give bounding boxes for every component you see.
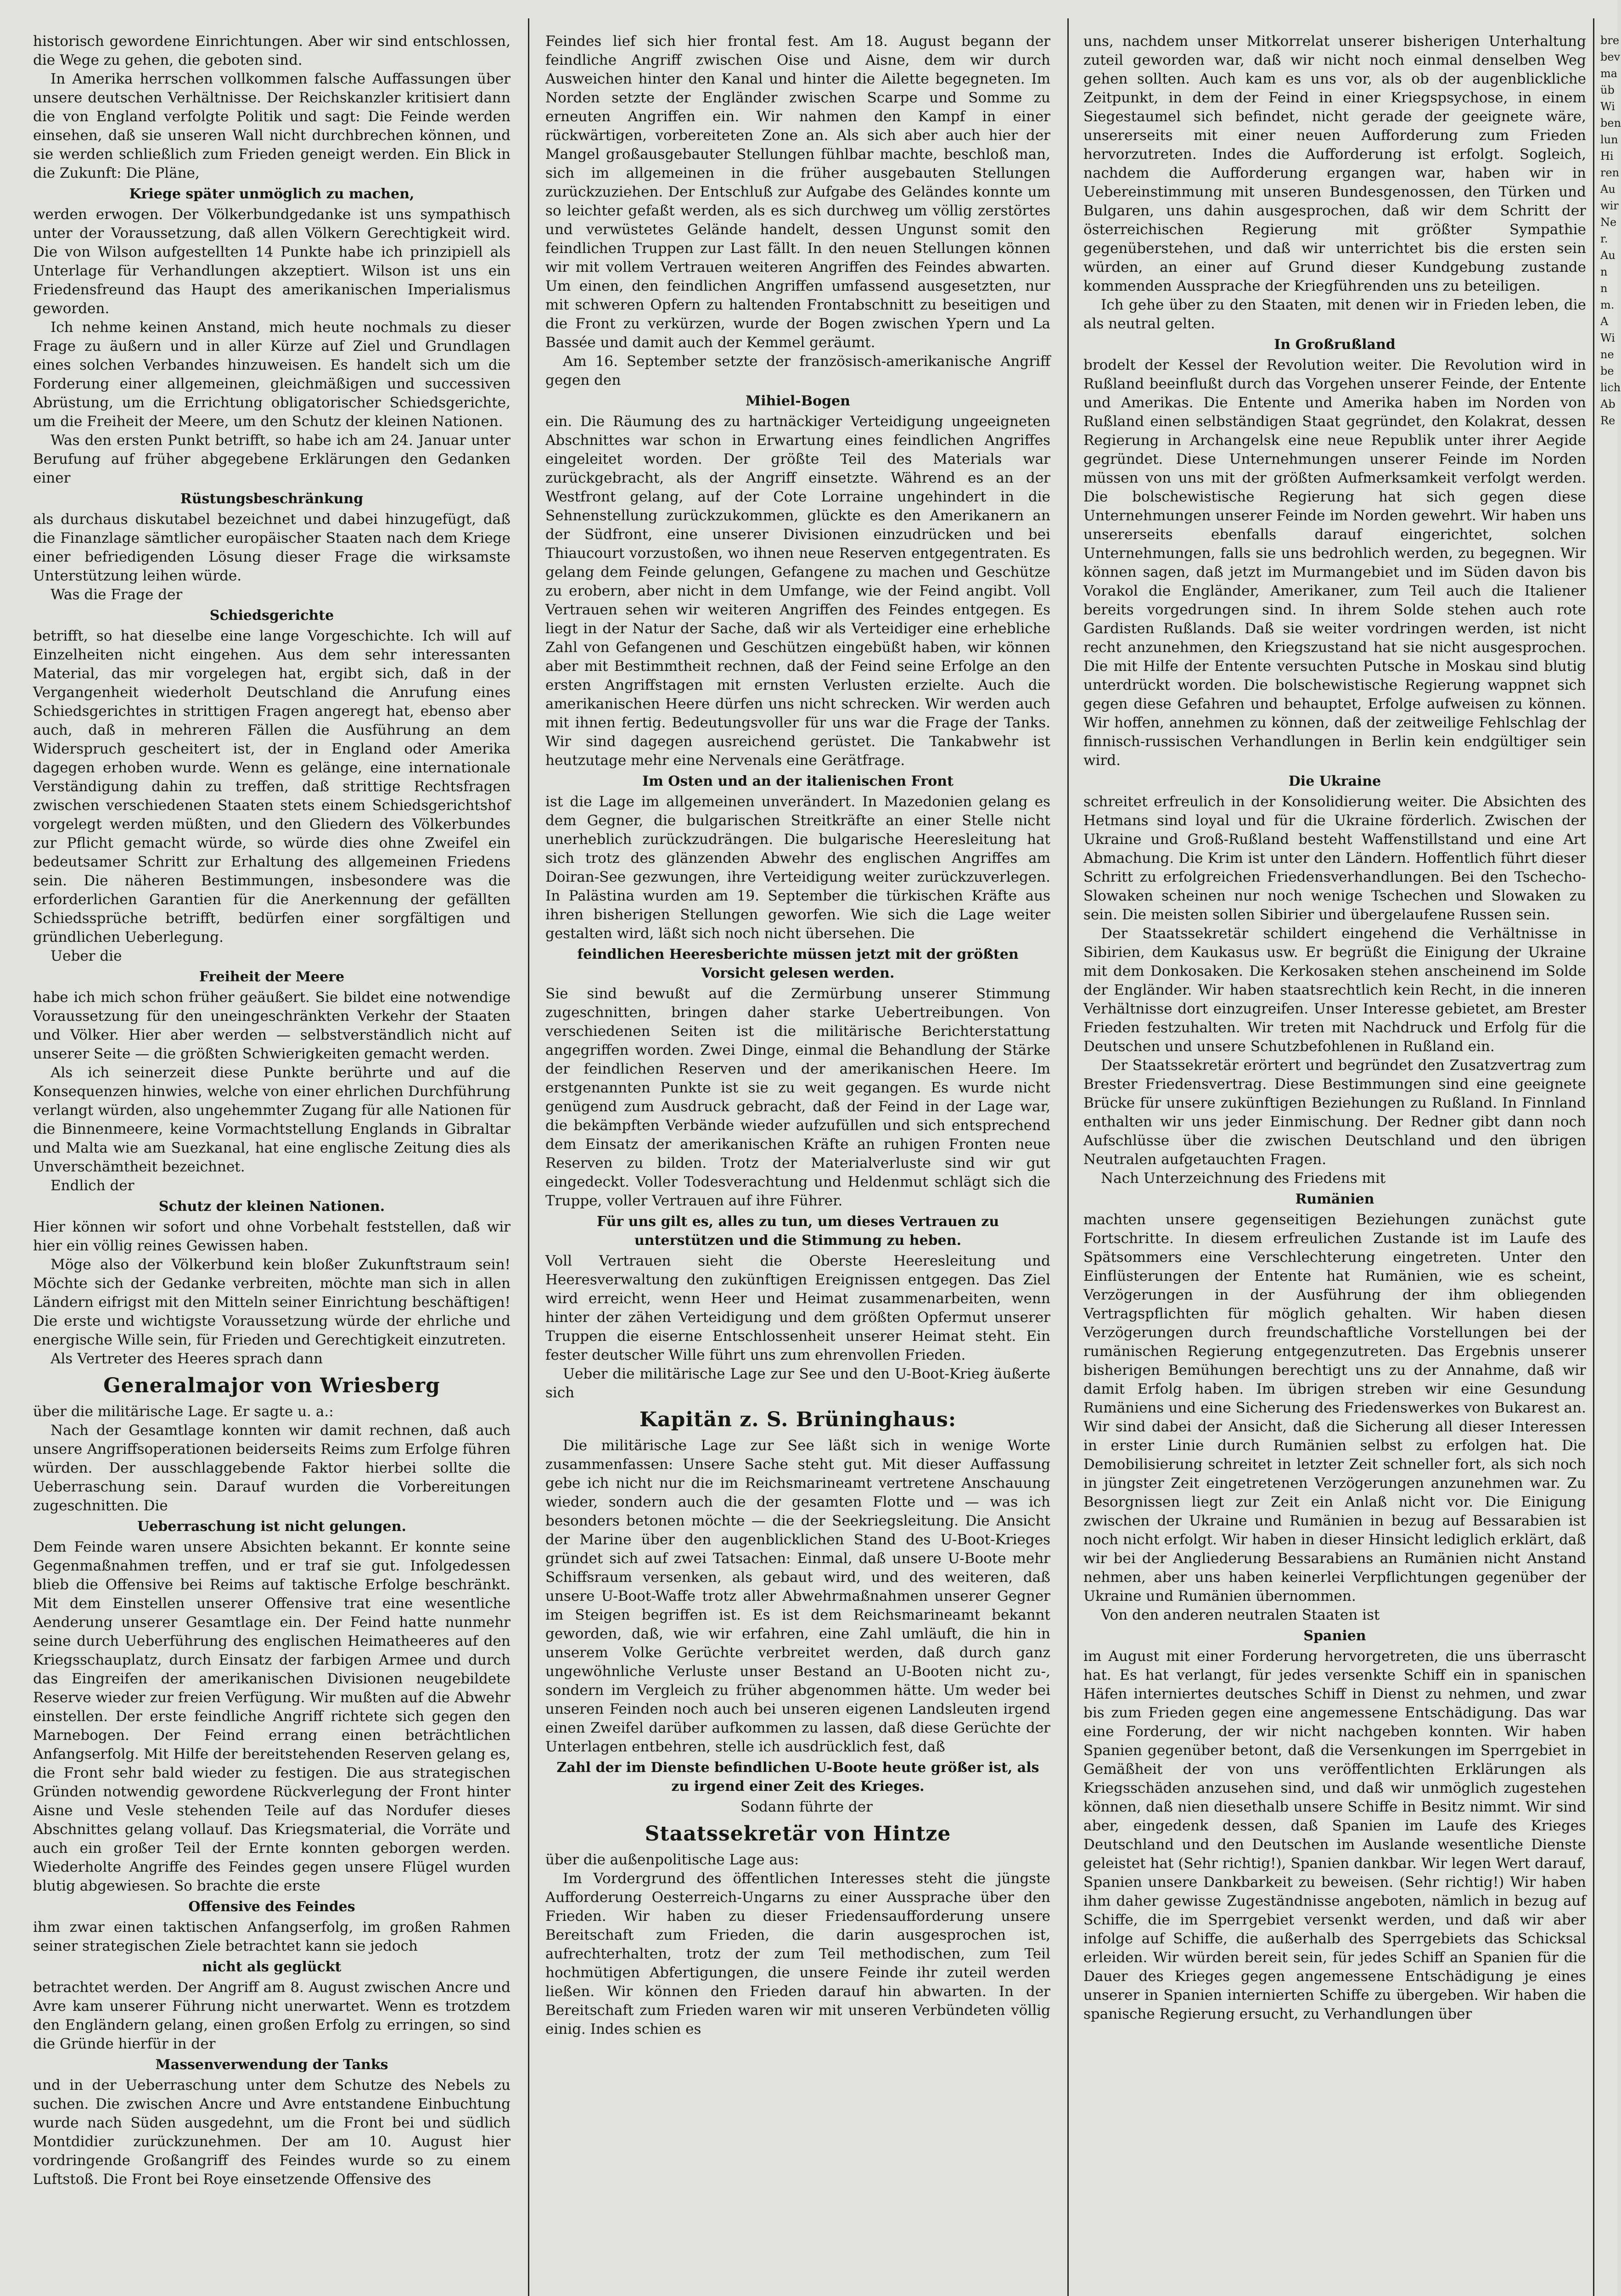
paragraph: Im Vordergrund des öffentlichen Interesses steht die jüngste Aufforderung Oesterreich-Ungarns zu einer Aussprache über den Frieden. Wir haben zu dieser Friedensaufforderung unsere Bereitschaft zum Frieden, die darin ausgesprochen ist, aufrechterhalten, trotz der zum Teil methodischen, zum Teil hochmütigen Abfertigungen, die unsere Feinde ihr zuteil werden ließen. Wir können den Frieden darauf hin abwarten. In der Bereitschaft zum Frieden waren wir mit unseren Verbündeten völlig einig. Indes schien es: [545, 1870, 1050, 2037]
subheading: Offensive des Feindes: [188, 1899, 355, 1915]
paragraph: Sie sind bewußt auf die Zermürbung unserer Stimmung zugeschnitten, bringen daher starke Uebertreibungen. Von verschiedenen Seiten ist die militärische Berichterstattung angegriffen worden. Zwei Dinge, einmal die Behandlung der Stärke der feindlichen Reserven und der amerikanischen Heere. Im erstgenannten Punkte ist sie zu weit gegangen. Es wurde nicht genügend zum Ausdruck gebracht, daß der Feind in der Lage war, die bekämpften Verbände wieder aufzufüllen und sich entsprechend dem Einsatz der amerikanischen Kräfte an ruhigen Fronten neue Reserven zu bilden. Trotz der Materialverluste sind wir gut eingedeckt. Voller Todesverachtung und Heldenmut schlägt sich die Truppe, voller Vertrauen auf ihre Führer.: [545, 985, 1050, 1209]
subheading: In Großrußland: [1274, 337, 1396, 353]
subheading: Schutz der kleinen Nationen.: [158, 1199, 385, 1215]
paragraph: Hier können wir sofort und ohne Vorbehalt feststellen, daß wir hier ein völlig reines Gewissen haben.: [33, 1219, 510, 1254]
subheading: Zahl der im Dienste befindlichen U-Boote heute größer ist, als zu irgend einer Zeit des Krieges.: [556, 1760, 1039, 1795]
paragraph: werden erwogen. Der Völkerbundgedanke ist uns sympathisch unter der Voraussetzung, daß allen Völkern Gerechtigkeit wird. Die von Wilson aufgestellten 14 Punkte habe ich prinzipiell als Unterlage für Verhandlungen akzeptiert. Wilson ist uns ein Friedensfreund das Haupt des amerikanischen Imperialismus geworden.: [33, 206, 510, 317]
speaker-heading: Generalmajor von Wriesberg: [103, 1374, 440, 1397]
paragraph: uns, nachdem unser Mitkorrelat unserer bisherigen Unterhaltung zuteil geworden war, daß wir nicht noch einmal denselben Weg gehen sollten. Auch kam es uns vor, als ob der augenblickliche Zeitpunkt, in dem der Feind in einer Kriegspsychose, in einem Siegestaumel sich befindet, nicht gerade der geeignete wäre, unsererseits mit einer neuen Aufforderung zum Frieden hervorzutreten. Indes die Aufforderung ist erfolgt. Sogleich, nachdem die Aufforderung ergangen war, haben wir in Uebereinstimmung mit unseren Bundesgenossen, den Türken und Bulgaren, uns dahin ausgesprochen, daß wir dem Schritt der österreichischen Regierung mit größter Sympathie gegenüberstehen, und daß wir unterrichtet bis die ersten sein würden, an einer auf Grund dieser Kundgebung zustande kommenden Aussprache der Kriegführenden uns zu beteiligen.: [1083, 33, 1586, 294]
text-column-3: [1083, 32, 1586, 2296]
subheading: Mihiel-Bogen: [746, 393, 850, 409]
paragraph: brodelt der Kessel der Revolution weiter. Die Revolution wird in Rußland beeinflußt durch das Vorgehen unserer Feinde, der Entente und Amerikas. Die Entente und Amerika haben im Norden von Rußland einen selbständigen Staat gegründet, den Kolakrat, dessen Regierung in Archangelsk eine neue Republik unter ihrer Aegide gegründet. Diese Unternehmungen unserer Feinde im Norden müssen von uns mit der größten Aufmerksamkeit verfolgt werden. Die bolschewistische Regierung hat sich gegen diese Unternehmungen unserer Feinde im Norden gewehrt. Wir haben uns unsererseits ebenfalls darauf eingerichtet, solchen Unternehmungen, falls sie uns bedrohlich werden, zu begegnen. Wir können sagen, daß jetzt im Murmangebiet und im Süden davon bis Vorakol die Engländer, Amerikaner, zum Teil auch die Italiener bereits vorgedrungen sind. In ihrem Solde stehen auch rote Gardisten Rußlands. Daß sie weiter vordringen werden, ist nicht recht anzunehmen, den Kriegszustand hat sie nicht ausgesprochen. Die mit Hilfe der Entente versuchten Putsche in Moskau sind blutig unterdrückt worden. Die bolschewistische Regierung wappnet sich gegen diese Gefahren und behauptet, Erfolge aufweisen zu können. Wir hoffen, annehmen zu können, daß der zeitweilige Fehlschlag der finnisch-russischen Verhandlungen in Berlin kein endgültiger sein wird.: [1083, 357, 1586, 769]
paragraph: Von den anderen neutralen Staaten ist: [1101, 1607, 1380, 1623]
subheading: Ueberraschung ist nicht gelungen.: [137, 1519, 406, 1535]
text-column-4-cut-off: [1600, 32, 1621, 2296]
paragraph: Nach der Gesamtlage konnten wir damit rechnen, daß auch unsere Angriffsoperationen beiderseits Reims zum Erfolge führen würden. Der ausschlaggebende Faktor hierbei sollte die Ueberraschung sein. Darauf wurden die Vorbereitungen zugeschnitten. Die: [33, 1422, 510, 1514]
paragraph: Ueber die militärische Lage zur See und den U-Boot-Krieg äußerte sich: [545, 1366, 1050, 1401]
paragraph: Voll Vertrauen sieht die Oberste Heeresleitung und Heeresverwaltung den zukünftigen Ereignissen entgegen. Das Ziel wird erreicht, wenn Heer und Heimat zusammenarbeiten, wenn hinter der zähen Verteidigung und dem größten Opfermut unserer Truppen die eiserne Entschlossenheit unserer Heimat steht. Ein fester deutscher Wille führt uns zum ehrenvollen Frieden.: [545, 1253, 1050, 1363]
paragraph: im August mit einer Forderung hervorgetreten, die uns überrascht hat. Es hat verlangt, für jedes versenkte Schiff ein in spanischen Häfen interniertes deutsches Schiff in Dienst zu nehmen, und zwar bis zum Frieden gegen eine angemessene Entschädigung. Das war eine Forderung, der wir nicht nachgeben konnten. Wir haben Spanien gegenüber betont, daß die Versenkungen im Sperrgebiet in Gemäßheit der von uns veröffentlichten Erklärungen als Kriegsschäden anzusehen sind, und daß wir unmöglich zugestehen können, daß nien diesethalb unsere Schiffe in Besitz nimmt. Wir sind aber, eingedenk dessen, daß Spanien im Laufe des Krieges Deutschland und den Deutschen im Auslande wesentliche Dienste geleistet hat (Sehr richtig!), Spanien dankbar. Wir legen Wert darauf, Spanien unsere Dankbarkeit zu beweisen. (Sehr richtig!) Wir haben ihm daher gewisse Zugeständnisse angeboten, nämlich in bezug auf Schiffe, die im Sperrgebiet versenkt werden, und daß wir aber infolge auf Schiffe, die außerhalb des Sperrgebiets das Schicksal erleiden. Wir würden bereit sein, für jedes Schiff an Spanien für die Dauer des Krieges gegen angemessene Entschädigung je eines unserer in Spanien internierten Schiffe zu übergeben. Wir haben die spanische Regierung ersucht, zu Verhandlungen über: [1083, 1648, 1586, 2022]
paragraph: Ich nehme keinen Anstand, mich heute nochmals zu dieser Frage zu äußern und in aller Kürze auf Ziel und Grundlagen eines solchen Verbandes hinzuweisen. Es handelt sich um die Forderung einer allgemeinen, gleichmäßigen und successiven Abrüstung, um die Errichtung obligatorischer Schiedsgerichte, um die Freiheit der Meere, um den Schutz der kleinen Nationen.: [33, 319, 510, 430]
paragraph: historisch gewordene Einrichtungen. Aber wir sind entschlossen, die Wege zu gehen, die geboten sind.: [33, 33, 510, 68]
paragraph: Dem Feinde waren unsere Absichten bekannt. Er konnte seine Gegenmaßnahmen treffen, und er traf sie gut. Infolgedessen blieb die Offensive bei Reims auf taktische Erfolge beschränkt. Mit dem Einstellen unserer Offensive trat eine wesentliche Aenderung unserer Gesamtlage ein. Der Feind hatte nunmehr seine durch Ueberführung des englischen Heimatheeres auf den Kriegsschauplatz, durch Einsatz der farbigen Armee und durch das Eingreifen der amerikanischen Divisionen neugebildete Reserve wieder zur freien Verfügung. Wir mußten auf die Abwehr einstellen. Der erste feindliche Angriff richtete sich gegen den Marnebogen. Der Feind errang einen beträchtlichen Anfangserfolg. Mit Hilfe der bereitstehenden Reserven gelang es, die Front sehr bald wieder zu festigen. Die aus strategischen Gründen notwendig gewordene Rückverlegung der Front hinter Aisne und Vesle stehenden Teile auf das Nordufer dieses Abschnittes gelang vollauf. Das Kriegsmaterial, die Vorräte und auch ein großer Teil der Ernte konnten geborgen werden. Wiederholte Angriffe des Feindes gegen unsere Flügel wurden blutig abgewiesen. So brachte die erste: [33, 1539, 510, 1894]
subheading: feindlichen Heeresberichte müssen jetzt mit der größten Vorsicht gelesen werden.: [577, 946, 1019, 981]
paragraph: Was die Frage der: [50, 586, 183, 603]
subheading: Schiedsgerichte: [209, 608, 334, 624]
subheading: Rüstungsbeschränkung: [180, 491, 364, 507]
column-rule: [1067, 18, 1069, 2296]
paragraph: Ueber die: [50, 948, 122, 964]
paragraph: Endlich der: [50, 1177, 135, 1194]
column-rule: [1593, 18, 1594, 2296]
paragraph: über die militärische Lage. Er sagte u. a.:: [33, 1403, 334, 1420]
column-rule: [528, 18, 529, 2296]
paragraph: als durchaus diskutabel bezeichnet und dabei hinzugefügt, daß die Finanzlage sämtlicher europäischer Staaten nach dem Kriege einer befriedigenden Lösung dieser Frage die wirksamste Unterstützung leihen würde.: [33, 511, 510, 584]
paragraph: Was den ersten Punkt betrifft, so habe ich am 24. Januar unter Berufung auf früher abgegebene Erklärungen den Gedanken einer: [33, 432, 510, 486]
paragraph: betrachtet werden. Der Angriff am 8. August zwischen Ancre und Avre kam unserer Führung nicht unerwartet. Wenn es trotzdem den Engländern gelang, einen großen Erfolg zu erringen, so sind die Gründe hierfür in der: [33, 1979, 510, 2052]
speaker-heading: Kapitän z. S. Brüninghaus:: [639, 1408, 957, 1431]
subheading: Kriege später unmöglich zu machen,: [129, 186, 415, 202]
text-column-1: [33, 32, 510, 2296]
subheading: Für uns gilt es, alles zu tun, um dieses Vertrauen zu unterstützen und die Stimmung zu heben.: [596, 1214, 999, 1249]
subheading: Freiheit der Meere: [199, 969, 345, 985]
paragraph: In Amerika herrschen vollkommen falsche Auffassungen über unsere deutschen Verhältnisse. Der Reichskanzler kritisiert dann die von England verfolgte Politik und sagt: Die Feinde werden einsehen, daß sie unseren Wall nicht durchbrechen können, und sie werden schließlich zum Frieden geneigt werden. Ein Blick in die Zukunft: Die Pläne,: [33, 71, 510, 181]
paragraph: Sodann führte der: [740, 1799, 873, 1815]
subheading: Rumänien: [1295, 1191, 1374, 1207]
subheading: Spanien: [1303, 1628, 1366, 1644]
subheading: Im Osten und an der italienischen Front: [642, 773, 954, 789]
paragraph: habe ich mich schon früher geäußert. Sie bildet eine notwendige Voraussetzung für den uneingeschränkten Verkehr der Staaten und Völker. Hier aber werden — selbstverständlich nicht auf unserer Seite — die größten Schwierigkeiten gemacht werden.: [33, 989, 510, 1062]
subheading: nicht als geglückt: [202, 1959, 342, 1975]
paragraph: ein. Die Räumung des zu hartnäckiger Verteidigung ungeeigneten Abschnittes war schon in Erwartung eines feindlichen Angriffes eingeleitet worden. Der größte Teil des Materials war zurückgebracht, als der Angriff einsetzte. Während es an der Westfront gelang, auf der Cote Lorraine ungehindert in die Sehnenstellung zurückzukommen, glückte es den Amerikanern an der Südfront, eine unserer Divisionen einzudrücken und bei Thiaucourt vorzustoßen, wo ihnen neue Reserven entgegentraten. Es gelang dem Feinde gelungen, Gefangene zu machen und Geschütze zu erobern, aber nicht in dem Umfange, wie der Feind angibt. Voll Vertrauen sehen wir weiteren Angriffen des Feindes entgegen. Es liegt in der Natur der Sache, daß wir als Verteidiger eine erhebliche Zahl von Gefangenen und Geschützen eingebüßt haben, wir können aber mit Bestimmtheit rechnen, daß der Feind seine Erfolge an den ersten Angriffstagen mit ernsten Verlusten erzielte. Auch die amerikanischen Heere dürfen uns nicht schrecken. Wir werden auch mit ihnen fertig. Bedeutungsvoller für uns war die Frage der Tanks. Wir sind dagegen ausreichend gerüstet. Die Tankabwehr ist heutzutage mehr eine Nervenals eine Gerätfrage.: [545, 413, 1050, 769]
paragraph: betrifft, so hat dieselbe eine lange Vorgeschichte. Ich will auf Einzelheiten nicht eingehen. Aus dem sehr interessanten Material, das mir vorgelegen hat, ergibt sich, daß in der Vergangenheit wiederholt Deutschland die Anrufung eines Schiedsgerichtes in strittigen Fragen angeregt hat, ebenso aber auch, daß in mehreren Fällen die Ausführung an dem Widerspruch gescheitert ist, der in England oder Amerika dagegen erhoben wurde. Wenn es gelänge, eine internationale Verständigung dahin zu treffen, daß strittige Rechtsfragen zwischen verschiedenen Staaten stets einem Schiedsgerichtshof vorgelegt werden müßten, und den Gliedern des Völkerbundes zur Pflicht gemacht würde, so würde dies ohne Zweifel ein bedeutsamer Schritt zur Erhaltung des allgemeinen Friedens sein. Die näheren Bestimmungen, insbesondere was die erforderlichen Garantien für die Anerkennung der gefällten Schiedssprüche betrifft, bedürfen einer sorgfältigen und gründlichen Ueberlegung.: [33, 628, 510, 945]
paragraph: ist die Lage im allgemeinen unverändert. In Mazedonien gelang es dem Gegner, die bulgarischen Streitkräfte an einer Stelle nicht unerheblich zurückzudrängen. Die bulgarische Heeresleitung hat sich trotz des glänzenden Abwehr des englischen Angriffes am Doiran-See gezwungen, ihre Verteidigung weiter zurückzuverlegen. In Palästina wurden am 19. September die türkischen Kräfte aus ihren bisherigen Stellungen geworfen. Wie sich die Lage weiter gestalten wird, läßt sich noch nicht übersehen. Die: [545, 793, 1050, 942]
paragraph: Nach Unterzeichnung des Friedens mit: [1101, 1170, 1386, 1187]
paragraph: Als ich seinerzeit diese Punkte berührte und auf die Konsequenzen hinwies, welche von einer ehrlichen Durchführung verlangt würden, also ungehemmter Zugang für alle Nationen für die Binnenmeere, keine Vormachtstellung Englands in Gibraltar und Malta wie am Suezkanal, hat eine englische Zeitung dies als Unverschämtheit bezeichnet.: [33, 1064, 510, 1175]
speaker-heading: Staatssekretär von Hintze: [645, 1822, 951, 1846]
paragraph: Feindes lief sich hier frontal fest. Am 18. August begann der feindliche Angriff zwischen Oise und Aisne, dem wir durch Ausweichen hinter den Kanal und hinter die Ailette begegneten. Im Norden setzte der Engländer zwischen Scarpe und Somme zu erneuten Angriffen ein. Wir nahmen den Kampf in einer rückwärtigen, vorbereiteten Zone an. Als sich aber auch hier der Mangel großausgebauter Stellungen fühlbar machte, beschloß man, sich im allgemeinen in die früher ausgebauten Stellungen zurückzuziehen. Der Entschluß zur Aufgabe des Geländes konnte um so leichter gefaßt werden, als es sich durchweg um völlig zerstörtes und verwüstetes Gelände handelt, dessen Ungunst somit den feindlichen Truppen zur Last fällt. In den neuen Stellungen können wir mit vollem Vertrauen weiteren Angriffen des Feindes abwarten. Um einen, den feindlichen Angriffen umfassend ausgesetzten, nur mit schweren Opfern zu haltenden Frontabschnitt zu beseitigen und die Front zu verkürzen, wurde der Bogen zwischen Ypern und La Bassée und damit auch der Kemmel geräumt.: [545, 33, 1050, 351]
paragraph: Als Vertreter des Heeres sprach dann: [50, 1351, 323, 1367]
paragraph: bre bev ma üb Wi ben lun Hi ren Au wir Ne r. Au n n m. A Wi ne be lich Ab Re: [1600, 34, 1621, 427]
paragraph: über die außenpolitische Lage aus:: [545, 1851, 799, 1868]
paragraph: machten unsere gegenseitigen Beziehungen zunächst gute Fortschritte. In diesem erfreulichen Zustande ist im Laufe des Spätsommers eine Verschlechterung eingetreten. Unter den Einflüsterungen der Entente hat Rumänien, wie es scheint, Verzögerungen in der Ausführung der ihm obliegenden Vertragspflichten für möglich gehalten. Wir haben diesen Verzögerungen durch freundschaftliche Vorstellungen bei der rumänischen Regierung entgegenzutreten. Das Ergebnis unserer bisherigen Bemühungen berechtigt uns zu der Annahme, daß wir damit Erfolg haben. Im übrigen streben wir eine Gesundung Rumäniens und eine Sicherung des Friedenswerkes von Bukarest an. Wir sind dabei der Ansicht, daß die Sicherung all dieser Interessen in erster Linie durch Rumänien selbst zu erfolgen hat. Die Demobilisierung schreitet in letzter Zeit schneller fort, als sich noch in jüngster Zeit eingetretenen Verzögerungen anzunehmen war. Zu Besorgnissen liegt zur Zeit ein Anlaß nicht vor. Die Einigung zwischen der Ukraine und Rumänien in bezug auf Bessarabien ist noch nicht erfolgt. Wir haben in dieser Hinsicht lediglich erklärt, daß wir bei der Angliederung Bessarabiens an Rumänien nicht Anstand nehmen, aber uns haben keinerlei Verpflichtungen gegenüber der Ukraine und Rumänien übernommen.: [1083, 1211, 1586, 1604]
paragraph: ihm zwar einen taktischen Anfangserfolg, im großen Rahmen seiner strategischen Ziele betrachtet kann sie jedoch: [33, 1919, 510, 1954]
subheading: Massenverwendung der Tanks: [155, 2057, 388, 2073]
paragraph: und in der Ueberraschung unter dem Schutze des Nebels zu suchen. Die zwischen Ancre und Avre entstandene Einbuchtung wurde nach Süden ausgedehnt, um die Front bei und südlich Montdidier zurückzunehmen. Der am 10. August hier vordringende Großangriff des Feindes wurde so zu einem Luftstoß. Die Front bei Roye einsetzende Offensive des: [33, 2077, 510, 2188]
text-column-2: [545, 32, 1050, 2296]
paragraph: Der Staatssekretär schildert eingehend die Verhältnisse in Sibirien, dem Kaukasus usw. Er begrüßt die Einigung der Ukraine mit dem Donkosaken. Die Kerkosaken stehen anscheinend im Solde der Engländer. Wir haben staatsrechtlich kein Recht, in die inneren Verhältnisse dort einzugreifen. Unser Interesse gebietet, am Brester Frieden festzuhalten. Wir treten mit Nachdruck und Erfolg für die Deutschen und unsere Schutzbefohlenen in Rußland ein.: [1083, 925, 1586, 1055]
paragraph: Der Staatssekretär erörtert und begründet den Zusatzvertrag zum Brester Friedensvertrag. Diese Bestimmungen sind eine geeignete Brücke für unsere zukünftigen Beziehungen zu Rußland. In Finnland enthalten wir uns jeder Einmischung. Der Redner gibt dann noch Aufschlüsse über die zwischen Deutschland und den übrigen Neutralen aufgetauchten Fragen.: [1083, 1057, 1586, 1168]
paragraph: Die militärische Lage zur See läßt sich in wenige Worte zusammenfassen: Unsere Sache steht gut. Mit dieser Auffassung gebe ich nicht nur die im Reichsmarineamt vertretene Anschauung wieder, sondern auch die der gesamten Flotte und — was ich besonders betonen möchte — die der Seekriegsleitung. Die Ansicht der Marine über den augenblicklichen Stand des U-Boot-Krieges gründet sich auf zwei Tatsachen: Einmal, daß unsere U-Boote mehr Schiffsraum versenken, als gebaut wird, und des weiteren, daß unsere U-Boot-Waffe trotz aller Abwehrmaßnahmen unserer Gegner im Steigen begriffen ist. Es ist dem Reichsmarineamt bekannt geworden, daß, wie wir erfahren, eine Zahl umläuft, die hin in unserem Volke Gerüchte verbreitet werden, daß durch ganz ungewöhnliche Verluste unser Bestand an U-Booten nicht zu-, sondern im Vergleich zu früher abgenommen hätte. Um weder bei unseren Feinden noch auch bei unseren eigenen Landsleuten irgend einen Zweifel darüber aufkommen zu lassen, daß diese Gerüchte der Unterlagen entbehren, stelle ich ausdrücklich fest, daß: [545, 1437, 1050, 1755]
paragraph: schreitet erfreulich in der Konsolidierung weiter. Die Absichten des Hetmans sind loyal und für die Ukraine förderlich. Zwischen der Ukraine und Groß-Rußland besteht Waffenstillstand und eine Art Abmachung. Die Krim ist unter den Ländern. Hoffentlich führt dieser Schritt zu erfolgreichen Friedensverhandlungen. Bei den Tschecho-Slowaken scheinen nur noch wenige Tschechen und Slowaken zu sein. Die meisten sollen Sibirier und übergelaufene Russen sein.: [1083, 793, 1586, 923]
paragraph: Am 16. September setzte der französisch-amerikanische Angriff gegen den: [545, 353, 1050, 388]
subheading: Die Ukraine: [1288, 773, 1381, 789]
paragraph: Möge also der Völkerbund kein bloßer Zukunftstraum sein! Möchte sich der Gedanke verbreiten, möchte man sich in allen Ländern eifrigst mit den Mitteln seiner Einrichtung beschäftigen! Die erste und wichtigste Voraussetzung würde der ehrliche und energische Wille sein, für Frieden und Gerechtigkeit einzutreten.: [33, 1256, 510, 1348]
paragraph: Ich gehe über zu den Staaten, mit denen wir in Frieden leben, die als neutral gelten.: [1083, 297, 1586, 332]
